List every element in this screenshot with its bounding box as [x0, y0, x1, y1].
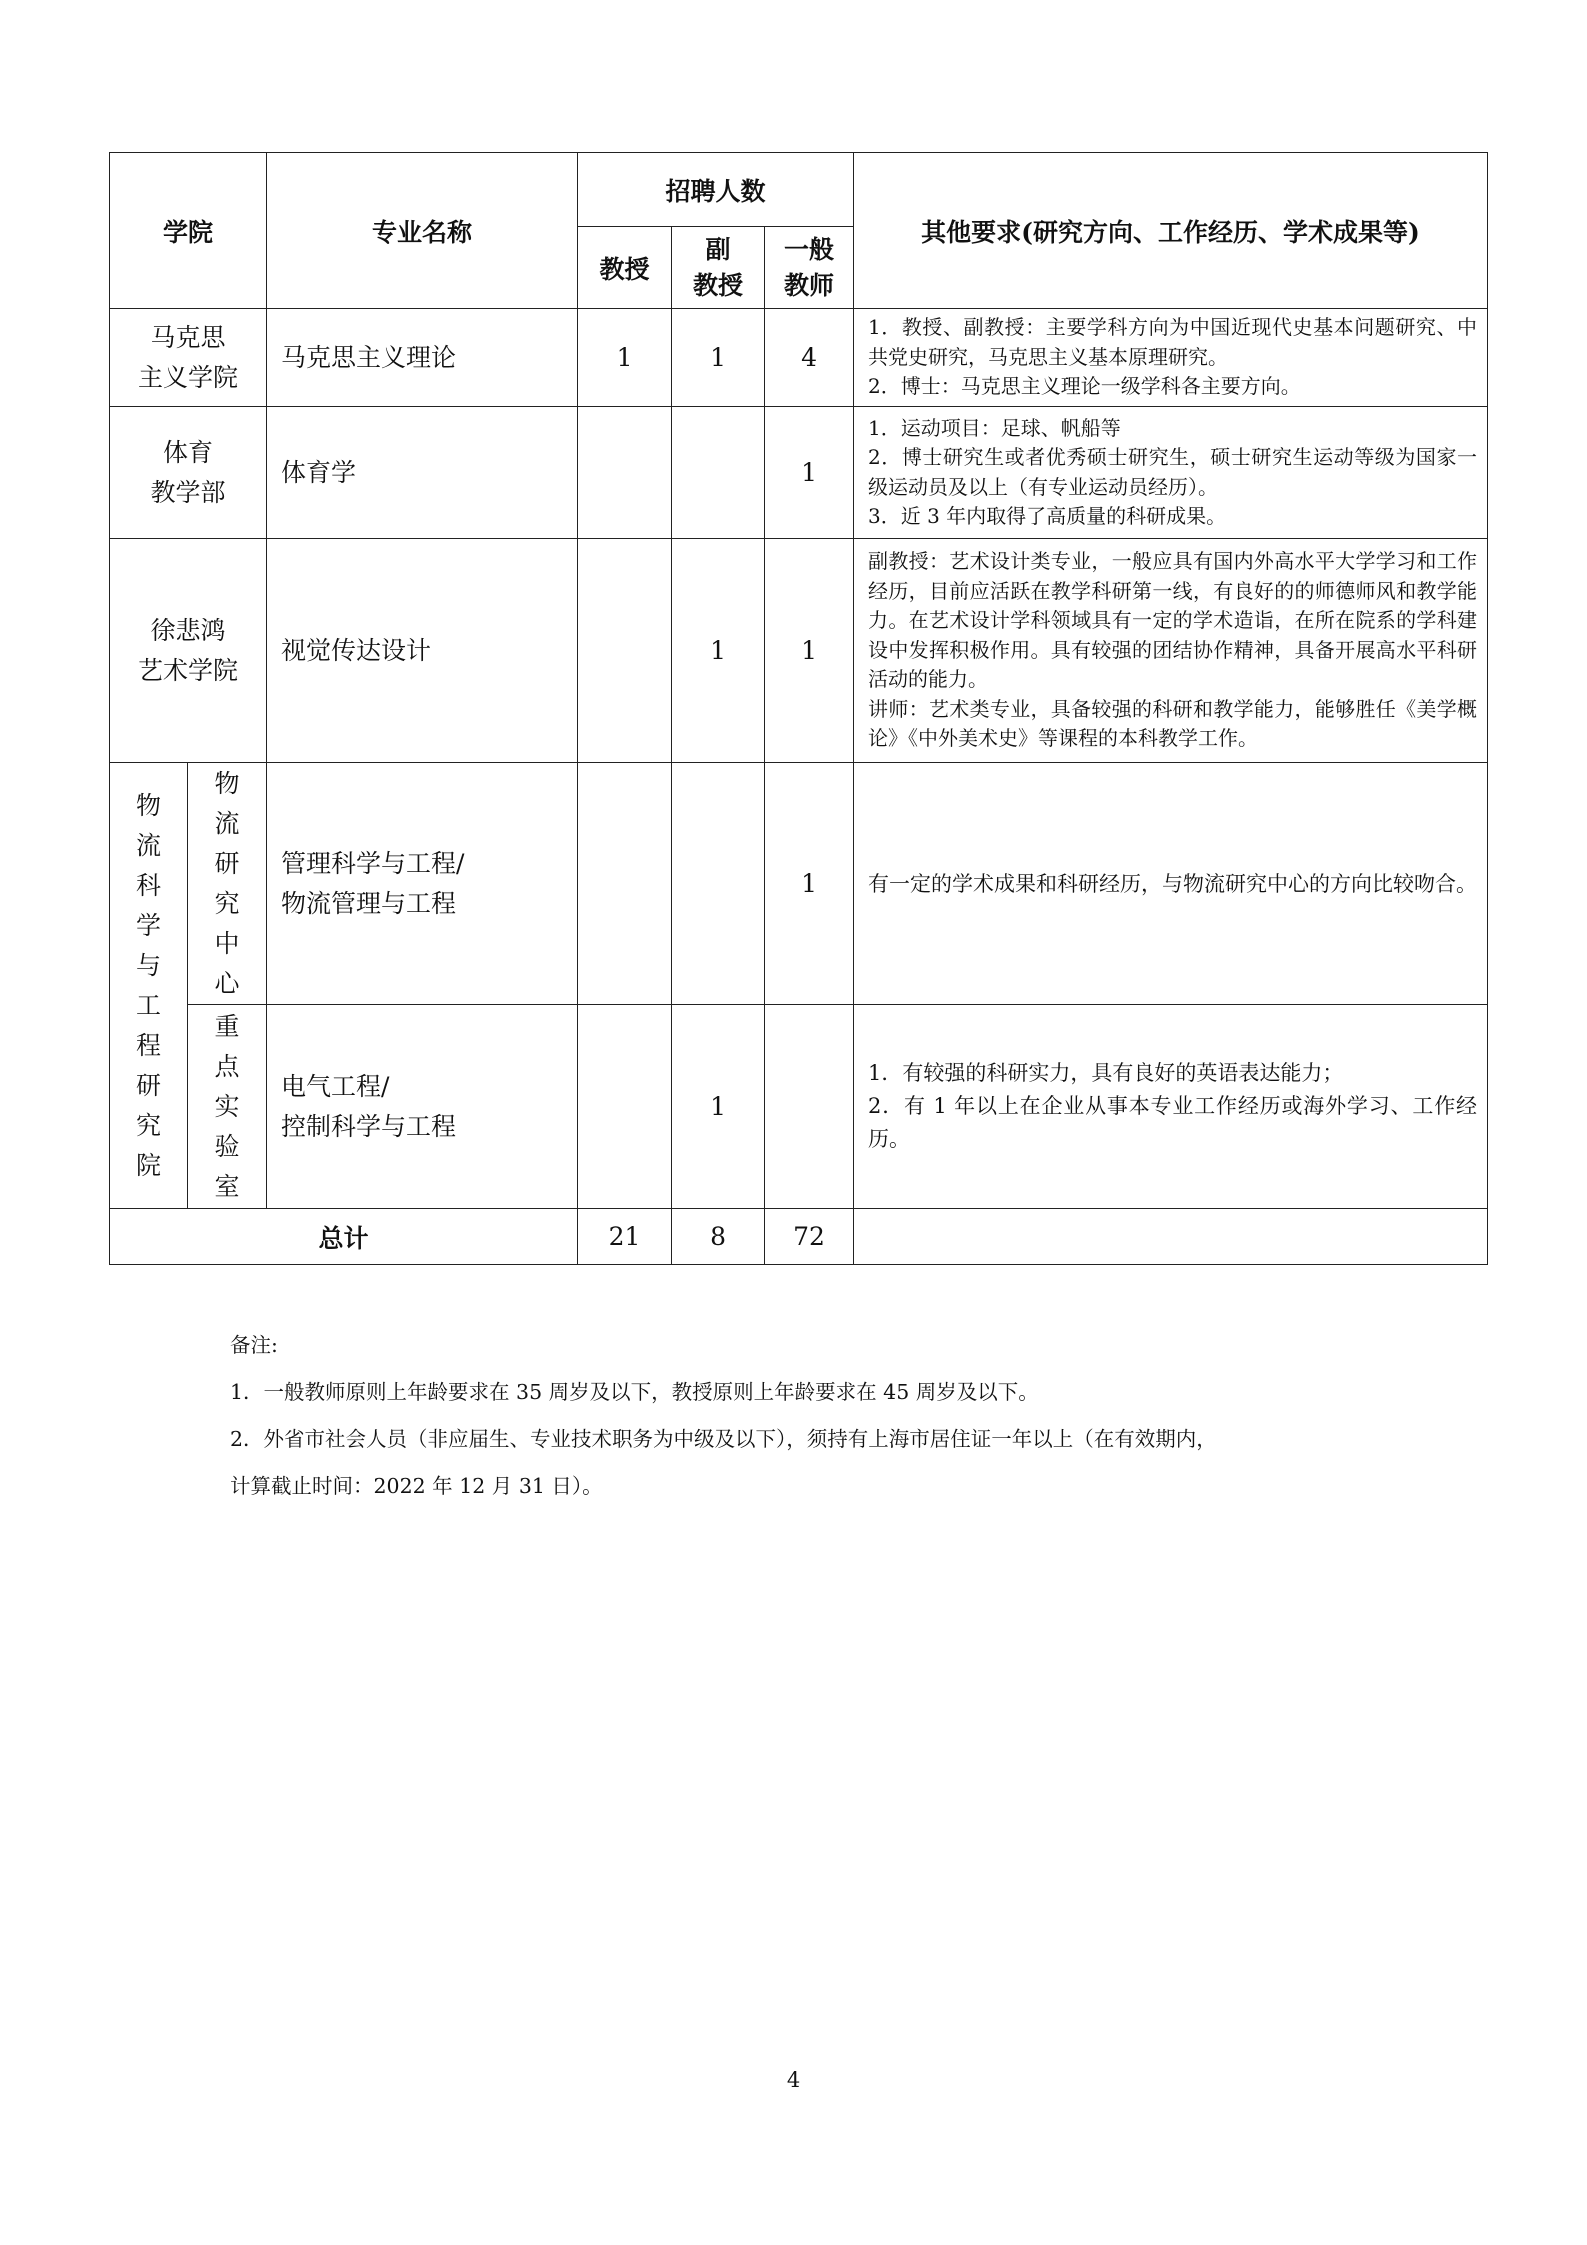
college-cell: 马克思 主义学院 — [110, 309, 267, 407]
note-item: 2．外省市社会人员（非应届生、专业技术职务为中级及以下），须持有上海市居住证一年以上（在有效期内， — [230, 1427, 1217, 1451]
total-empty-cell — [854, 1209, 1488, 1265]
header-recruit-count: 招聘人数 — [578, 153, 854, 227]
college-cell: 徐悲鸿 艺术学院 — [110, 539, 267, 763]
requirements-cell: 1．教授、副教授：主要学科方向为中国近现代史基本问题研究、中共党史研究，马克思主义基本原理研究。 2．博士：马克思主义理论一级学科各主要方向。 — [854, 309, 1488, 407]
professor-count: 1 — [578, 309, 672, 407]
major-cell: 视觉传达设计 — [267, 539, 578, 763]
header-associate-professor: 副 教授 — [672, 227, 765, 309]
associate-professor-count: 1 — [672, 309, 765, 407]
requirements-cell: 1．运动项目：足球、帆船等 2．博士研究生或者优秀硕士研究生，硕士研究生运动等级为国家一级运动员及以上（有专业运动员经历）。 3．近 3 年内取得了高质量的科研成果。 — [854, 407, 1488, 539]
table-row — [110, 1005, 1488, 1209]
table-row — [110, 763, 1488, 1005]
total-professor: 21 — [578, 1209, 672, 1265]
notes-title: 备注: — [230, 1333, 278, 1357]
associate-professor-count: 1 — [672, 1005, 765, 1209]
major-cell: 马克思主义理论 — [267, 309, 578, 407]
associate-professor-count: 1 — [672, 539, 765, 763]
total-general-teacher: 72 — [765, 1209, 854, 1265]
total-row — [110, 1209, 1488, 1265]
total-associate-professor: 8 — [672, 1209, 765, 1265]
total-label: 总计 — [110, 1209, 578, 1265]
notes-section — [230, 1322, 1430, 1510]
requirements-cell: 有一定的学术成果和科研经历，与物流研究中心的方向比较吻合。 — [854, 763, 1488, 1005]
college-cell-vertical: 物 流 科 学 与 工 程 研 究 院 — [110, 763, 188, 1209]
professor-count — [578, 1005, 672, 1209]
table-row — [110, 309, 1488, 407]
header-major: 专业名称 — [267, 153, 578, 309]
associate-professor-count — [672, 407, 765, 539]
requirements-cell: 副教授：艺术设计类专业，一般应具有国内外高水平大学学习和工作经历，目前应活跃在教学科研第一线，有良好的的师德师风和教学能力。在艺术设计学科领域具有一定的学术造诣，在所在院系的学科建设中发挥积极作用。具有较强的团结协作精神，具备开展高水平科研活动的能力。 讲师：艺术类专业，具备较强的科研和教学能力，能够胜任《美学概论》《中外美术史》等课程的本科教学工作。 — [854, 539, 1488, 763]
general-teacher-count: 1 — [765, 539, 854, 763]
table-row — [110, 539, 1488, 763]
recruitment-table — [109, 152, 1488, 1265]
associate-professor-count — [672, 763, 765, 1005]
note-item: 计算截止时间：2022 年 12 月 31 日）。 — [230, 1474, 603, 1498]
note-item: 1．一般教师原则上年龄要求在 35 周岁及以下，教授原则上年龄要求在 45 周岁及以下。 — [230, 1380, 1039, 1404]
college-cell: 体育 教学部 — [110, 407, 267, 539]
header-other-requirements: 其他要求(研究方向、工作经历、学术成果等) — [854, 153, 1488, 309]
major-cell: 管理科学与工程/ 物流管理与工程 — [267, 763, 578, 1005]
page-number: 4 — [786, 2068, 801, 2092]
professor-count — [578, 407, 672, 539]
major-cell: 体育学 — [267, 407, 578, 539]
unit-cell-vertical: 物 流 研 究 中 心 — [188, 763, 267, 1005]
general-teacher-count: 4 — [765, 309, 854, 407]
general-teacher-count: 1 — [765, 407, 854, 539]
header-general-teacher: 一般 教师 — [765, 227, 854, 309]
general-teacher-count — [765, 1005, 854, 1209]
major-cell: 电气工程/ 控制科学与工程 — [267, 1005, 578, 1209]
table-row — [110, 407, 1488, 539]
unit-cell-vertical: 重 点 实 验 室 — [188, 1005, 267, 1209]
professor-count — [578, 763, 672, 1005]
header-professor: 教授 — [578, 227, 672, 309]
requirements-cell: 1．有较强的科研实力，具有良好的英语表达能力； 2．有 1 年以上在企业从事本专业工作经历或海外学习、工作经历。 — [854, 1005, 1488, 1209]
header-college: 学院 — [110, 153, 267, 309]
general-teacher-count: 1 — [765, 763, 854, 1005]
professor-count — [578, 539, 672, 763]
